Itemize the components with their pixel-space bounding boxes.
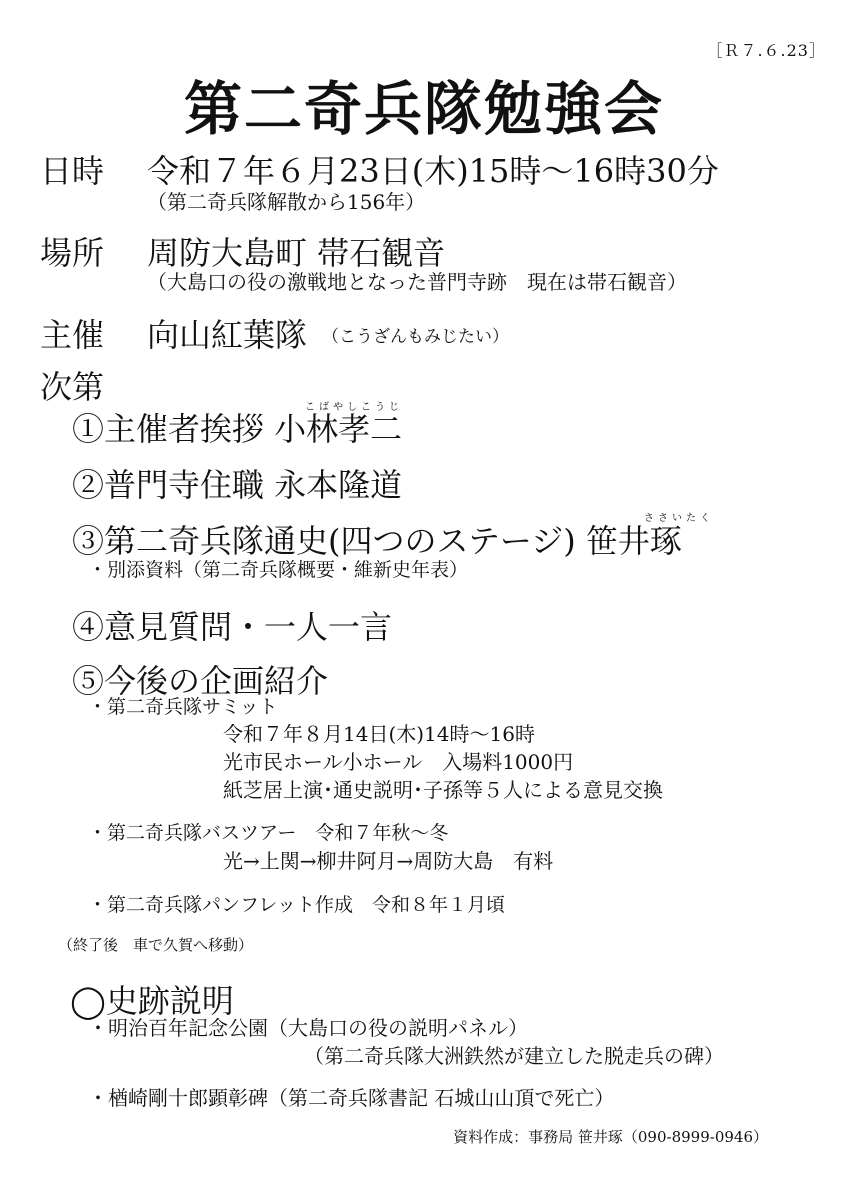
datetime-label: 日時	[40, 152, 105, 190]
footer-credit: 資料作成：事務局 笹井琢（090-8999-0946）	[453, 1128, 768, 1146]
history-heading: ◯史跡説明	[70, 982, 234, 1020]
pamphlet-item: ・第二奇兵隊パンフレット作成 令和８年１月頃	[88, 894, 506, 916]
host-reading: （こうざんもみじたい）	[322, 327, 509, 347]
place-note: （大島口の役の激戦地となった普門寺跡 現在は帯石観音）	[147, 270, 687, 294]
summit-line-2: 光市民ホール小ホール 入場料1000円	[223, 750, 574, 774]
program-item-1: ①主催者挨拶 小林孝二	[72, 410, 403, 448]
bus-tour-line-1: 光→上関→柳井阿月→周防大島 有料	[223, 849, 554, 873]
datetime-note: （第二奇兵隊解散から156年）	[147, 190, 426, 214]
bus-tour-title: ・第二奇兵隊バスツアー 令和７年秋～冬	[88, 822, 449, 844]
item1-ruby: こばやしこうじ	[305, 402, 403, 413]
host-label: 主催	[40, 316, 105, 354]
place-label: 場所	[40, 234, 105, 272]
summit-line-1: 令和７年８月14日(木)14時～16時	[223, 722, 535, 746]
after-note: （終了後 車で久賀へ移動）	[58, 936, 254, 954]
document-date: ［Ｒ７.６.23］	[706, 41, 826, 60]
program-item-5: ⑤今後の企画紹介	[72, 662, 329, 700]
summit-line-3: 紙芝居上演･通史説明･子孫等５人による意見交換	[223, 778, 663, 802]
history-item-2: ・楢崎剛十郎顕彰碑（第二奇兵隊書記 石城山山頂で死亡）	[88, 1086, 615, 1110]
place-value: 周防大島町 帯石観音	[147, 234, 446, 272]
item3-note: ・別添資料（第二奇兵隊概要・維新史年表）	[88, 559, 469, 581]
program-item-3: ③第二奇兵隊通史(四つのステージ) 笹井琢	[72, 522, 682, 560]
program-label: 次第	[40, 368, 105, 406]
program-item-2: ②普門寺住職 永本隆道	[72, 466, 403, 504]
host-value: 向山紅葉隊	[147, 316, 308, 354]
program-item-4: ④意見質問・一人一言	[72, 608, 393, 646]
history-item-1-sub: （第二奇兵隊大洲鉄然が建立した脱走兵の碑）	[304, 1044, 724, 1068]
datetime-value: 令和７年６月23日(木)15時～16時30分	[147, 152, 719, 190]
page-title: 第二奇兵隊勉強会	[183, 75, 664, 143]
item3-ruby: ささいたく	[644, 513, 714, 524]
summit-title: ・第二奇兵隊サミット	[88, 696, 278, 718]
history-item-1: ・明治百年記念公園（大島口の役の説明パネル）	[88, 1016, 528, 1040]
